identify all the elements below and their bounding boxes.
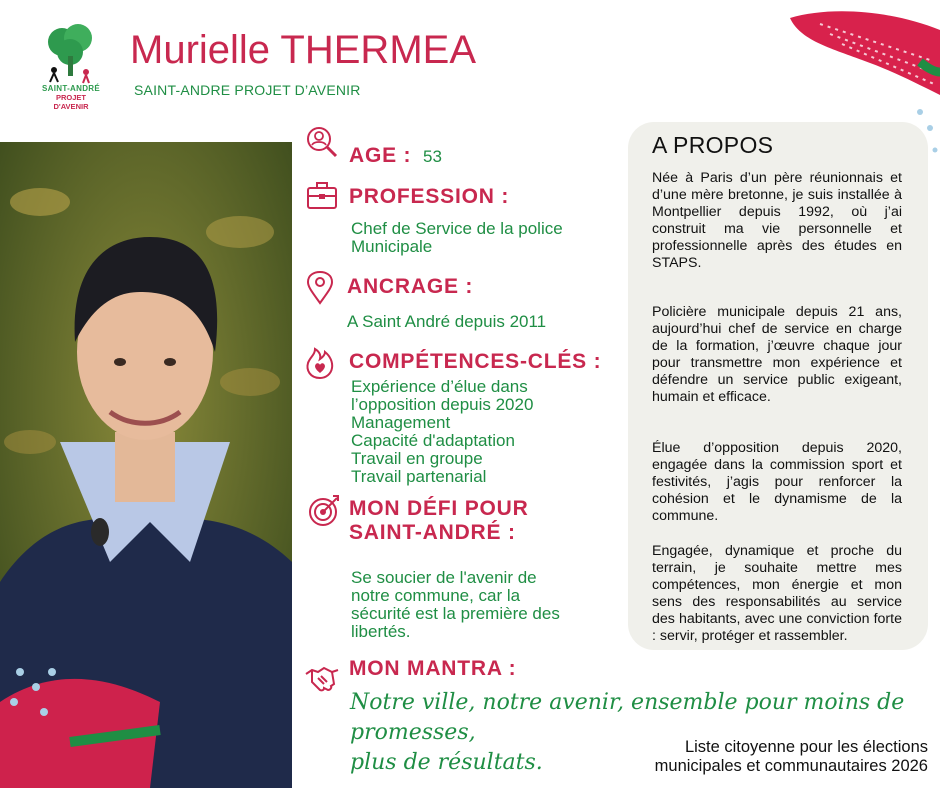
age-value: 53 bbox=[423, 147, 442, 166]
candidate-portrait bbox=[0, 142, 292, 788]
competence-item: Travail partenarial bbox=[351, 467, 487, 486]
profession-label: PROFESSION : bbox=[349, 185, 510, 208]
defi-line: libertés. bbox=[351, 622, 411, 641]
list-subtitle: SAINT-ANDRE PROJET D’AVENIR bbox=[134, 82, 361, 98]
mantra-line: plus de résultats. bbox=[350, 750, 543, 775]
competences-label: COMPÉTENCES-CLÉS : bbox=[349, 350, 602, 373]
defi-line: Se soucier de l'avenir de bbox=[351, 568, 537, 587]
person-search-icon bbox=[304, 124, 340, 160]
ancrage-value: A Saint André depuis 2011 bbox=[347, 312, 547, 331]
defi-label-line2: SAINT-ANDRÉ : bbox=[349, 521, 516, 544]
mantra-line: Notre ville, notre avenir, ensemble pour moins de promesses, bbox=[350, 690, 905, 745]
target-dart-icon bbox=[306, 492, 342, 528]
defi-line: notre commune, car la bbox=[351, 586, 521, 605]
competence-item: Capacité d'adaptation bbox=[351, 431, 515, 450]
apropos-paragraph-1: Née à Paris d’un père réunionnais et d’une mère bretonne, je suis installée à Montpellier depuis 1992, où j’ai construit ma vie personnelle et professionnelle après des études en STAPS. bbox=[652, 170, 902, 271]
mantra-label: MON MANTRA : bbox=[349, 657, 517, 680]
apropos-paragraph-4: Engagée, dynamique et proche du terrain, je souhaite mettre mes compétences, mon énergie et mon sens des responsabilités au service des habitants, avec une conviction forte : servir, protéger et rassembler. bbox=[652, 543, 902, 644]
competence-item: Management bbox=[351, 413, 451, 432]
tree-logo-icon bbox=[40, 22, 102, 84]
age-label: AGE : bbox=[349, 144, 412, 167]
briefcase-icon bbox=[304, 178, 340, 214]
profession-line2: Municipale bbox=[351, 237, 433, 256]
flame-heart-icon bbox=[302, 344, 338, 380]
footer-line2: municipales et communautaires 2026 bbox=[654, 757, 928, 775]
location-pin-icon bbox=[302, 270, 338, 306]
apropos-paragraph-3: Élue d’opposition depuis 2020, engagée dans la commission sport et festivités, j’agis pour renforcer la cohésion et le dynamisme de la commune. bbox=[652, 440, 902, 524]
handshake-icon bbox=[304, 660, 340, 696]
ancrage-label: ANCRAGE : bbox=[347, 275, 474, 298]
defi-line: sécurité est la première des bbox=[351, 604, 560, 623]
competence-item: l’opposition depuis 2020 bbox=[351, 395, 534, 414]
profession-line1: Chef de Service de la police bbox=[351, 219, 563, 238]
footer-caption bbox=[560, 738, 928, 776]
defi-label-line1: MON DÉFI POUR bbox=[349, 497, 529, 520]
apropos-title: A PROPOS bbox=[652, 132, 774, 158]
logo-text-line2: PROJET D'AVENIR bbox=[53, 93, 89, 111]
competence-item: Travail en groupe bbox=[351, 449, 483, 468]
competence-item: Expérience d’élue dans bbox=[351, 377, 528, 396]
portrait-illustration bbox=[0, 142, 292, 788]
logo-text-line1: SAINT-ANDRÉ bbox=[42, 84, 100, 93]
footer-line1: Liste citoyenne pour les élections bbox=[684, 738, 928, 756]
candidate-name: Murielle THERMEA bbox=[130, 28, 476, 72]
apropos-paragraph-2: Policière municipale depuis 21 ans, aujourd’hui chef de service en charge de la formation, j’œuvre chaque jour pour transmettre mon expérience et défendre un service public exigeant, humain et efficace. bbox=[652, 304, 902, 405]
